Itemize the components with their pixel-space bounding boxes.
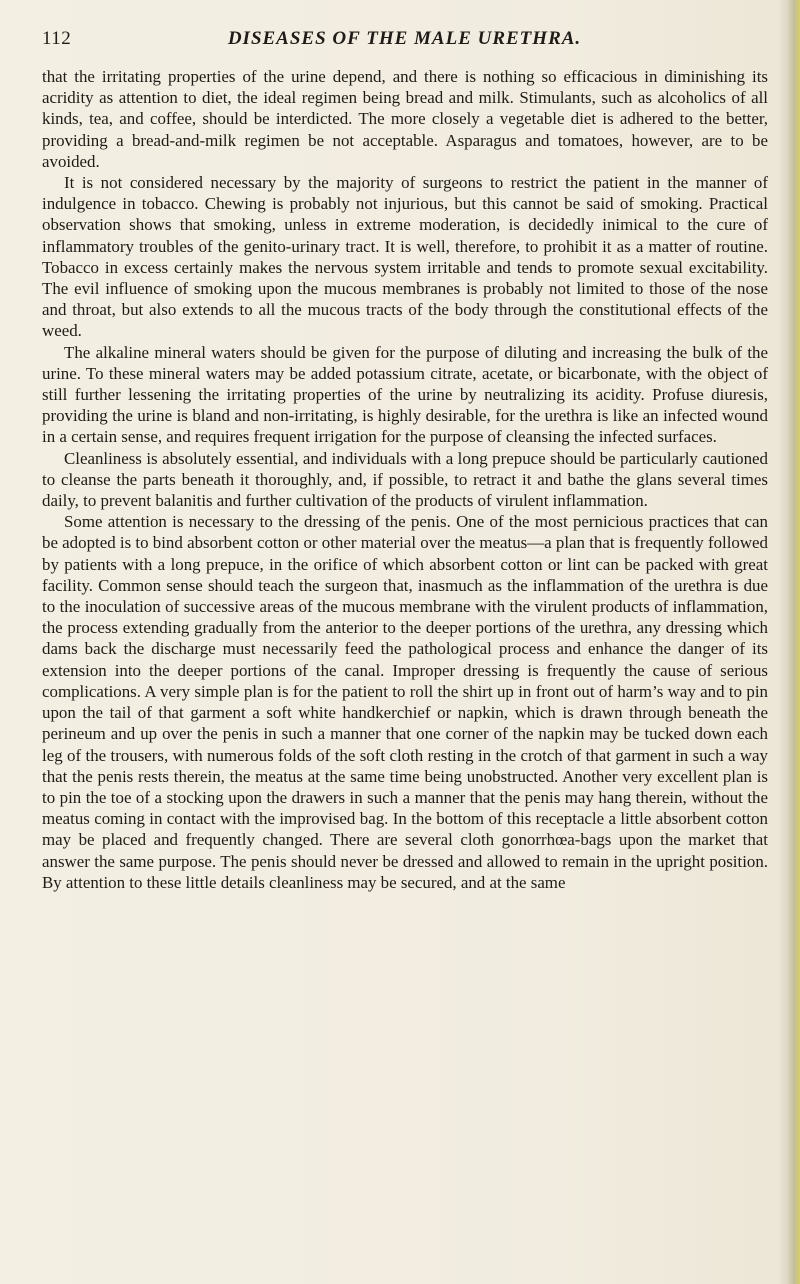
paragraph-mineral-waters: The alkaline mineral waters should be given for the purpose of diluting and increasing the bulk of the urine. To these mineral waters may be added potassium citrate, acetate, or bicarbonate, with the object of still further lessening the irritating properties of the urine by neutralizing its acidity. Profuse diuresis, providing the urine is bland and non-irritating, is highly desirable, for the urethra is like an infected wound in a certain sense, and requires frequent irrigation for the purpose of cleansing the infected surfaces. — [42, 342, 768, 447]
page-header — [42, 28, 767, 52]
paragraph-diet: that the irritating properties of the urine depend, and there is nothing so efficacious in diminishing its acridity as attention to diet, the ideal regimen being bread and milk. Stimulants, such as alcoholics of all kinds, tea, and coffee, should be interdicted. The more closely a vegetable diet is adhered to the better, providing a bread-and-milk regimen be not acceptable. Asparagus and tomatoes, however, are to be avoided. — [42, 67, 768, 171]
paragraph-cleanliness: Cleanliness is absolutely essential, and individuals with a long prepuce should be particularly cautioned to cleanse the parts beneath it thoroughly, and, if possible, to retract it and bathe the glans several times daily, to prevent balanitis and further cultivation of the products of virulent inflammation. — [42, 448, 768, 511]
body-text — [42, 66, 768, 893]
page-edge-shadow — [778, 0, 800, 1284]
paragraph-dressing: Some attention is necessary to the dressing of the penis. One of the most pernicious practices that can be adopted is to bind absorbent cotton or other material over the meatus—a plan that is frequently followed by patients with a long prepuce, in the orifice of which absorbent cotton or lint can be packed with great facility. Common sense should teach the surgeon that, inasmuch as the inflammation of the urethra is due to the inoculation of successive areas of the mucous membrane with the virulent products of inflammation, the process extending gradually from the anterior to the deeper portions of the urethra, any dressing which dams back the discharge must necessarily feed the pathological process and enhance the danger of its extension into the deeper portions of the canal. Improper dressing is frequently the cause of serious complications. A very simple plan is for the patient to roll the shirt up in front out of harm’s way and to pin upon the tail of that garment a soft white handkerchief or napkin, which is drawn through beneath the perineum and up over the penis in such a manner that one corner of the napkin may be tucked down each leg of the trousers, with numerous folds of the soft cloth resting in the crotch of that garment in such a way that the penis rests therein, the meatus at the same time being unobstructed. Another very excellent plan is to pin the toe of a stocking upon the drawers in such a manner that the penis may hang therein, without the meatus coming in contact with the improvised bag. In the bottom of this receptacle a little absorbent cotton may be placed and frequently changed. There are several cloth gonorrhœa-bags upon the market that answer the same purpose. The penis should never be dressed and allowed to remain in the upright position. By attention to these little details cleanliness may be secured, and at the same — [42, 512, 768, 892]
page-number: 112 — [42, 28, 72, 49]
paragraph-tobacco: It is not considered necessary by the majority of surgeons to restrict the patient in the manner of indulgence in tobacco. Chewing is probably not injurious, but this cannot be said of smoking. Practical observation shows that smoking, unless in extreme moderation, is decidedly inimical to the cure of inflammatory troubles of the genito-urinary tract. It is well, therefore, to prohibit it as a matter of routine. Tobacco in excess certainly makes the nervous system irritable and tends to promote sexual excitability. The evil influence of smoking upon the mucous membranes is probably not limited to those of the nose and throat, but also extends to all the mucous tracts of the body through the constitutional effects of the weed. — [42, 173, 768, 341]
running-title: DISEASES OF THE MALE URETHRA. — [227, 28, 582, 49]
